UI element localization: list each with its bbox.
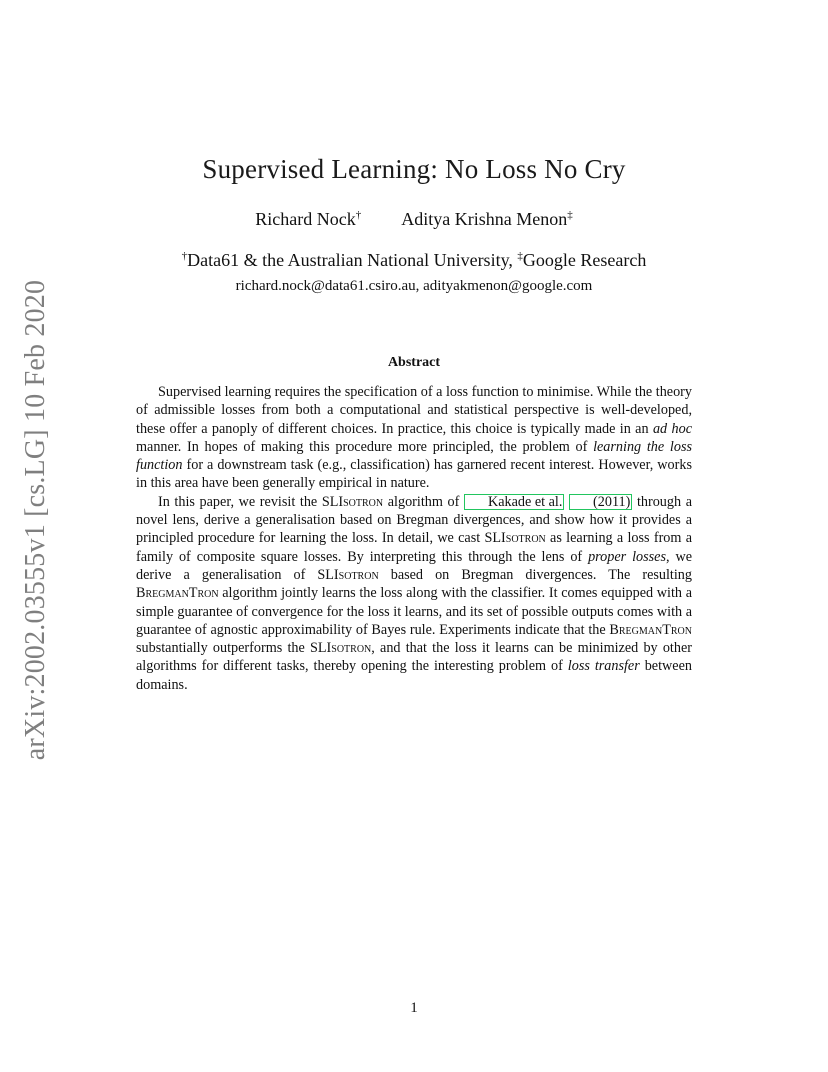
abstract-text: algorithm jointly learns the loss along with the classifier. It comes equipped with a simple guarantee of convergence for the loss it learns, and its set of possible outputs comes with a guarantee of agnostic approximability of Bayes rule. Experiments indicate that the: [136, 585, 692, 638]
affiliation-1: Data61 & the Australian National University,: [187, 250, 518, 270]
abstract-emphasis: proper losses: [588, 548, 666, 565]
abstract-paragraph-1: [136, 383, 692, 493]
citation-link-year[interactable]: (2011): [569, 494, 632, 510]
algorithm-name: SLIsotron: [309, 640, 372, 657]
abstract-heading: Abstract: [387, 355, 441, 370]
algorithm-name: BregmanTron: [136, 585, 219, 602]
abstract-text: based on Bregman divergences. The resulting: [378, 566, 692, 583]
affiliation-1-mark: †: [181, 250, 188, 262]
abstract-text: , we derive a generalisation of: [136, 548, 692, 583]
affiliations: [0, 250, 828, 271]
author-2-name: Aditya Krishna Menon: [401, 209, 568, 229]
abstract-text: for a downstream task (e.g., classification) has garnered recent interest. However, works in this area have been generally empirical in nature.: [136, 457, 692, 492]
abstract-text: between domains.: [136, 658, 692, 693]
abstract-text: , and that the loss it learns can be minimized by other algorithms for different tasks, thereby opening the interesting problem of: [136, 640, 692, 675]
algorithm-name: SLIsotron: [317, 566, 379, 583]
page-number: 1: [410, 1000, 418, 1016]
author-1-mark: †: [355, 209, 362, 221]
affiliation-2: Google Research: [522, 250, 647, 270]
paper-title: Supervised Learning: No Loss No Cry: [202, 154, 626, 184]
author-2-mark: ‡: [567, 209, 573, 221]
abstract-text: In this paper, we revisit the: [158, 493, 322, 510]
abstract-text: substantially outperforms the: [136, 640, 310, 657]
author-list: [0, 209, 828, 230]
abstract-emphasis: learning the loss function: [136, 438, 692, 474]
abstract-emphasis: loss transfer: [567, 658, 640, 675]
algorithm-name: BregmanTron: [609, 621, 692, 638]
abstract-body: [136, 383, 692, 694]
author-2: [401, 209, 572, 230]
abstract-paragraph-2: [136, 493, 692, 694]
affiliation-2-mark: ‡: [517, 250, 523, 262]
abstract-text: through a novel lens, derive a generalisation based on Bregman divergences, and show how it provides a principled procedure for learning the loss. In detail, we cast: [136, 493, 693, 547]
abstract-text: algorithm of: [383, 493, 464, 510]
abstract-emphasis: ad hoc: [652, 420, 692, 437]
citation-link-authors[interactable]: Kakade et al.: [464, 494, 564, 510]
abstract-text: Supervised learning requires the specification of a loss function to minimise. While the theory of admissible losses from both a computational and statistical perspective is well-developed, these offer a panoply of different choices. In practice, this choice is typically made in an: [136, 384, 692, 437]
arxiv-identifier: arXiv:2002.03555v1 [cs.LG] 10 Feb 2020: [20, 279, 51, 761]
author-emails: richard.nock@data61.csiro.au, adityakmenon@google.com: [235, 278, 593, 294]
abstract-text: as learning a loss from a family of composite square losses. By interpreting this through the lens of: [136, 530, 692, 565]
author-1: [255, 209, 361, 230]
algorithm-name: SLIsotron: [484, 530, 546, 547]
author-1-name: Richard Nock: [255, 209, 356, 229]
abstract-text: manner. In hopes of making this procedure more principled, the problem of: [136, 438, 594, 455]
algorithm-name: SLIsotron: [321, 493, 384, 510]
